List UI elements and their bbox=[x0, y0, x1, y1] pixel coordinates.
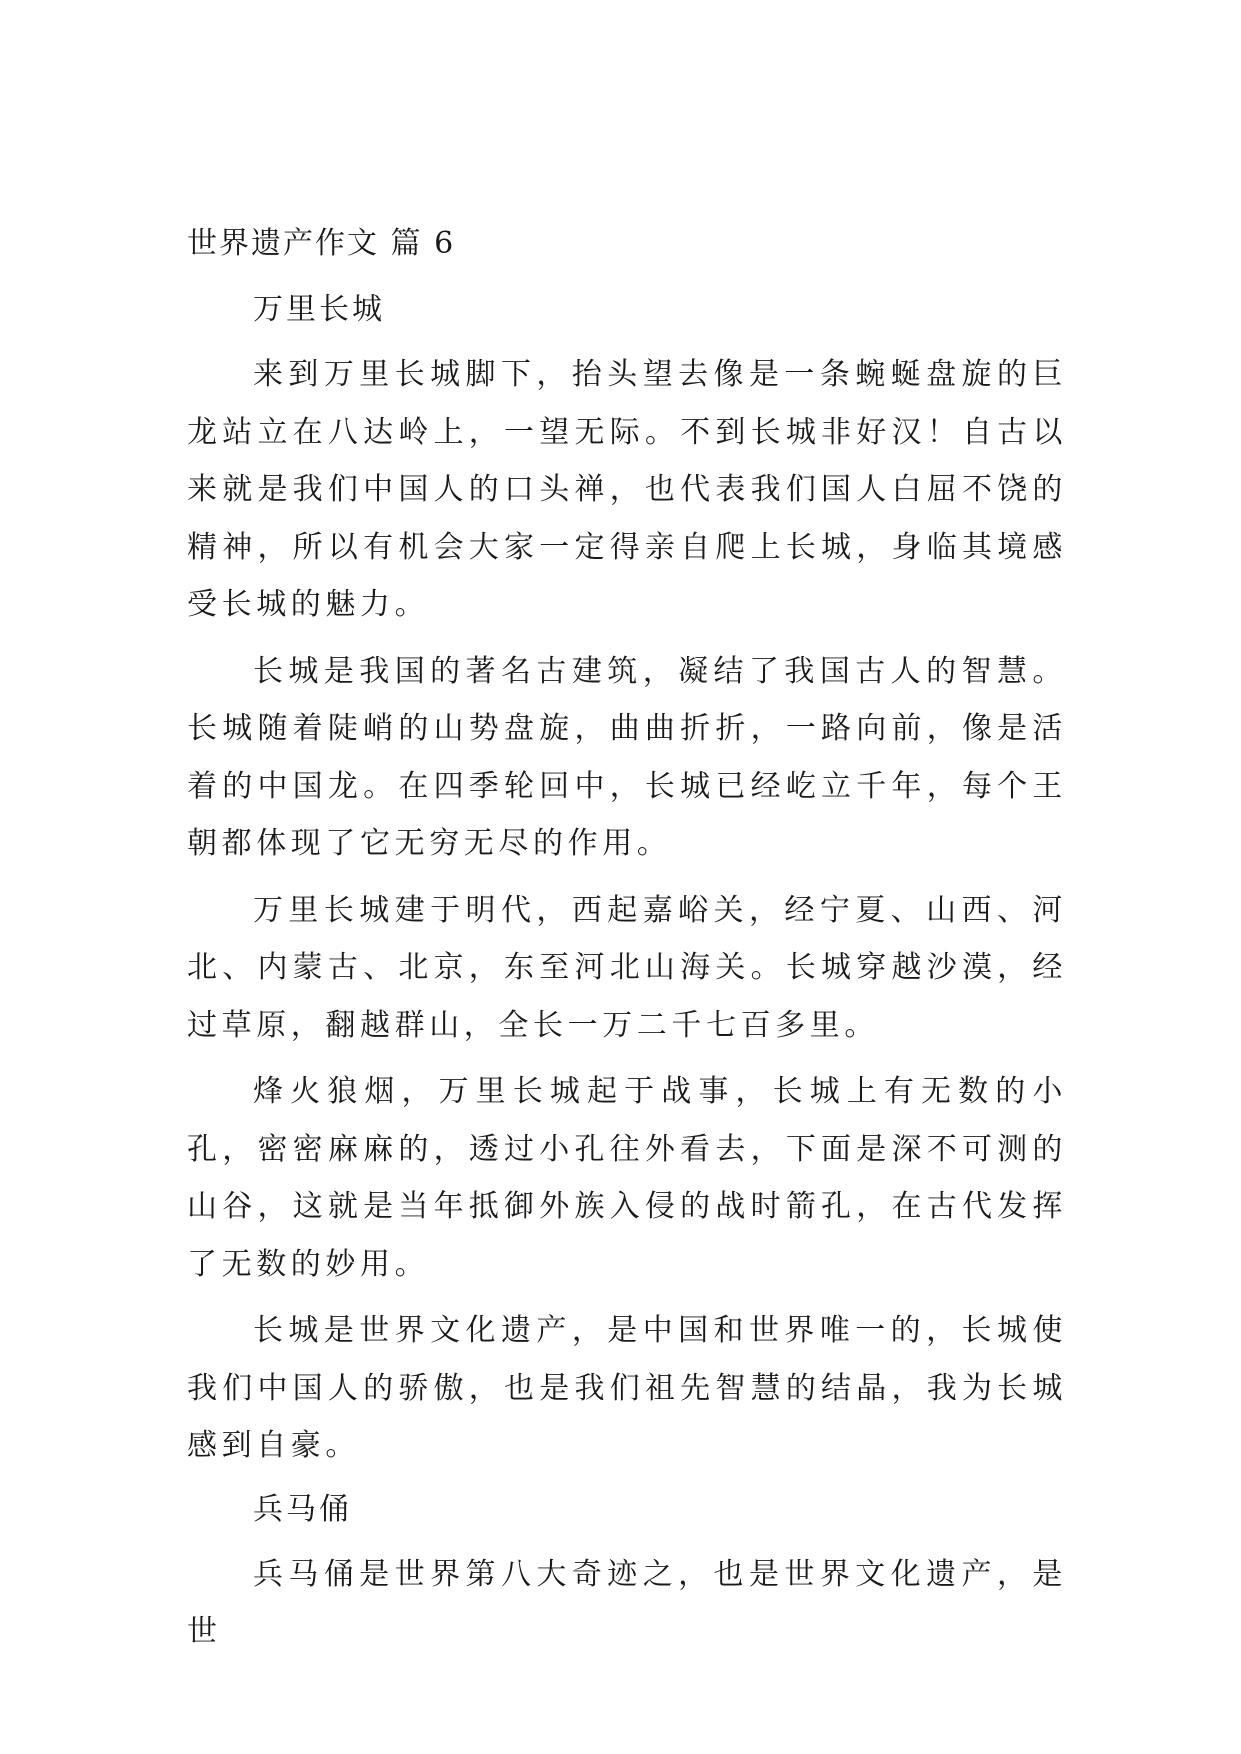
paragraph: 来到万里长城脚下，抬头望去像是一条蜿蜒盘旋的巨龙站立在八达岭上，一望无际。不到长城非好汉！自古以来就是我们中国人的口头禅，也代表我们国人白屈不饶的精神，所以有机会大家一定得亲自爬上长城，身临其境感受长城的魅力。 bbox=[187, 357, 1067, 622]
document-title: 世界遗产作文 篇 6 bbox=[187, 226, 456, 261]
document-body bbox=[187, 222, 1067, 1670]
paragraph: 长城是世界文化遗产，是中国和世界唯一的，长城使我们中国人的骄傲，也是我们祖先智慧的结晶，我为长城感到自豪。 bbox=[187, 1313, 1067, 1463]
paragraph: 万里长城建于明代，西起嘉峪关，经宁夏、山西、河北、内蒙古、北京，东至河北山海关。长城穿越沙漠，经过草原，翻越群山，全长一万二千七百多里。 bbox=[187, 892, 1067, 1043]
paragraph: 兵马俑是世界第八大奇迹之，也是世界文化遗产，是世 bbox=[187, 1556, 1067, 1649]
paragraph: 长城是我国的著名古建筑，凝结了我国古人的智慧。长城随着陡峭的山势盘旋，曲曲折折，一路向前，像是活着的中国龙。在四季轮回中，长城已经屹立千年，每个王朝都体现了它无穷无尽的作用。 bbox=[187, 653, 1067, 861]
section-heading-terracotta: 兵马俑 bbox=[253, 1491, 352, 1527]
paragraph: 烽火狼烟，万里长城起于战事，长城上有无数的小孔，密密麻麻的，透过小孔往外看去，下面是深不可测的山谷，这就是当年抵御外族入侵的战时箭孔，在古代发挥了无数的妙用。 bbox=[187, 1074, 1067, 1282]
section-heading-great-wall: 万里长城 bbox=[253, 292, 385, 327]
